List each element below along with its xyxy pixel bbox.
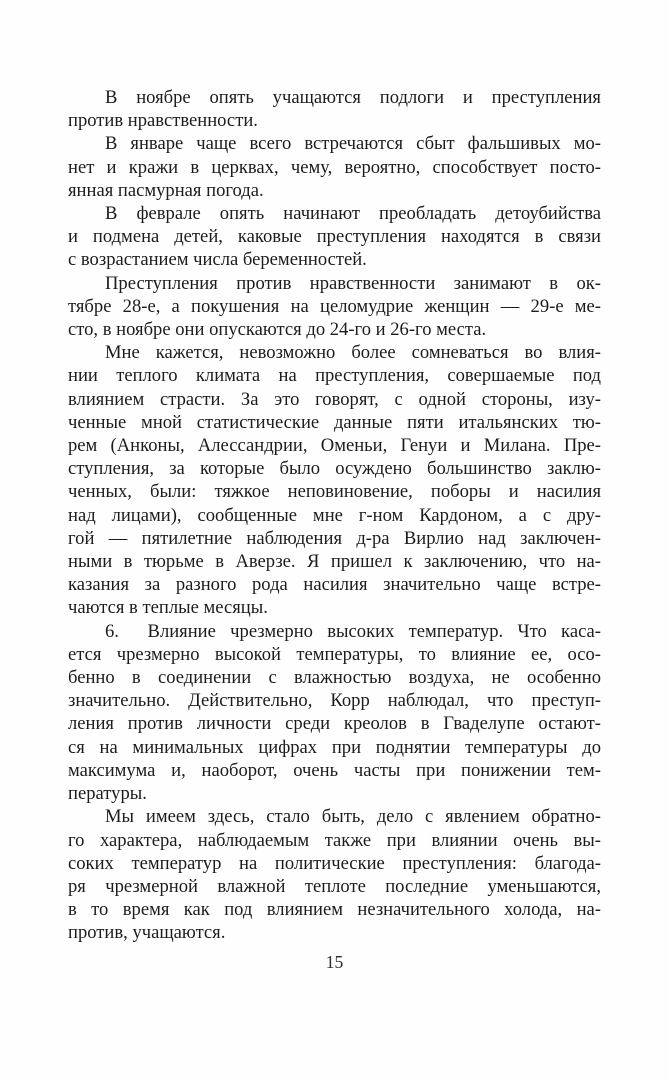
- text-line: гой — пятилетние наблюдения д-ра Вирлио над заключен-: [68, 527, 601, 549]
- text-line: нет и кражи в церквах, чему, вероятно, способствует посто-: [68, 156, 601, 178]
- text-line: чаются в теплые месяцы.: [68, 597, 268, 619]
- text-line: 6. Влияние чрезмерно высоких температур. Что каса-: [105, 620, 601, 642]
- page-number: 15: [325, 952, 344, 972]
- paragraph: [68, 202, 601, 272]
- text-line: над лицами), сообщенные мне г-ном Кардоном, а с дру-: [68, 504, 601, 526]
- text-line: бенно в соединении с влажностью воздуха, не особенно: [68, 667, 601, 689]
- text-line: против, учащаются.: [68, 922, 226, 944]
- text-line: соких температур на политические преступления: благода-: [68, 852, 601, 874]
- text-line: В ноябре опять учащаются подлоги и преступления: [105, 87, 601, 108]
- text-line: казания за разного рода насилия значительно чаще встре-: [68, 574, 601, 596]
- text-line: Мы имеем здесь, стало быть, дело с явлением обратно-: [105, 806, 601, 828]
- paragraph: [68, 86, 601, 132]
- text-line: янная пасмурная погода.: [68, 179, 264, 201]
- paragraph: [68, 341, 601, 619]
- text-line: Преступления против нравственности занимают в ок-: [105, 272, 601, 294]
- text-line: максимума и, наоборот, очень часты при понижении тем-: [68, 759, 601, 781]
- text-line: и подмена детей, каковые преступления находятся в связи: [68, 226, 601, 248]
- paragraph: [68, 805, 601, 944]
- page-text-block: [68, 86, 601, 945]
- paragraph: [68, 272, 601, 342]
- text-line: ченные мной статистические данные пяти итальянских тю-: [68, 411, 601, 433]
- text-line: рем (Анконы, Алессандрии, Оменьи, Генуи и Милана. Пре-: [68, 435, 601, 457]
- text-line: нии теплого климата на преступления, совершаемые под: [68, 365, 601, 387]
- paragraph: [68, 620, 601, 806]
- text-line: значительно. Действительно, Корр наблюдал, что преступ-: [68, 690, 601, 712]
- text-line: ступления, за которые было осуждено большинство заклю-: [68, 458, 601, 480]
- text-line: ными в тюрьме в Аверзе. Я пришел к заключению, что на-: [68, 551, 601, 573]
- text-line: пературы.: [68, 783, 147, 805]
- text-line: ления против личности среди креолов в Гваделупе остают-: [68, 713, 601, 735]
- text-line: ченных, были: тяжкое неповиновение, поборы и насилия: [68, 481, 601, 503]
- text-line: го характера, наблюдаемым также при влиянии очень вы-: [68, 829, 601, 851]
- text-line: в то время как под влиянием незначительного холода, на-: [68, 899, 601, 921]
- text-line: против нравственности.: [68, 110, 258, 132]
- text-line: тябре 28-е, а покушения на целомудрие женщин — 29-е ме-: [68, 295, 601, 317]
- text-line: ся на минимальных цифрах при поднятии температуры до: [68, 736, 601, 758]
- text-line: ется чрезмерно высокой температуры, то влияние ее, осо-: [68, 643, 601, 665]
- text-line: Мне кажется, невозможно более сомневаться во влия-: [105, 342, 601, 364]
- text-line: В январе чаще всего встречаются сбыт фальшивых мо-: [105, 133, 601, 155]
- text-line: ря чрезмерной влажной теплоте последние уменьшаются,: [68, 875, 601, 897]
- text-line: с возрастанием числа беременностей.: [68, 249, 367, 271]
- paragraph: [68, 132, 601, 202]
- text-line: влиянием страсти. За это говорят, с одной стороны, изу-: [68, 388, 601, 410]
- text-line: сто, в ноябре они опускаются до 24-го и 26-го места.: [68, 319, 487, 341]
- text-line: В феврале опять начинают преобладать детоубийства: [105, 203, 601, 225]
